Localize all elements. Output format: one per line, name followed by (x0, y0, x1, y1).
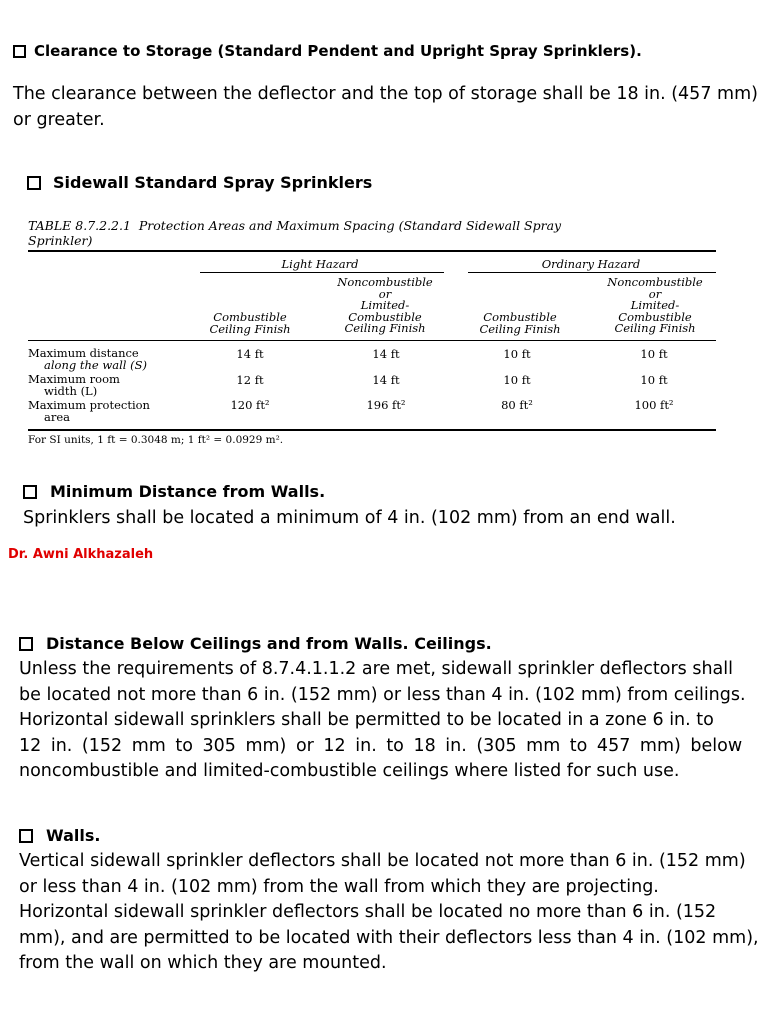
ceilings-line: 12 in. (152 mm to 305 mm) or 12 in. to 18 in. (305 mm to 457 mm) below (19, 735, 743, 756)
col-header-line: Combustible (483, 310, 557, 324)
row-label-line: Maximum distance (28, 346, 139, 360)
col-header-line: or (648, 286, 662, 301)
table-cell: 14 ft (236, 347, 264, 361)
checkbox-bullet-icon (19, 637, 33, 651)
clearance-line: The clearance between the deflector and the top of storage shall be 18 in. (457 mm) (13, 84, 758, 104)
row-label-line: Maximum room (28, 372, 120, 386)
walls-line: Horizontal sidewall sprinkler deflectors shall be located no more than 6 in. (152 (19, 902, 717, 923)
col-header-line: Limited- (360, 298, 410, 312)
col-header-line: Combustible (213, 310, 287, 324)
col-header-noncombustible-ordinary (590, 277, 720, 335)
col-header-line: Ceiling Finish (614, 321, 696, 335)
table-caption-number: TABLE 8.7.2.2.1 (28, 218, 131, 233)
table-caption (28, 218, 668, 248)
col-header-line: Combustible (618, 309, 692, 324)
row-label-line: along the wall (S) (44, 357, 147, 372)
col-header-line: Ceiling Finish (209, 321, 291, 336)
col-header-combustible-ordinary (460, 312, 580, 335)
table-cell: 80 ft² (501, 398, 533, 412)
checkbox-bullet-icon (27, 176, 41, 190)
walls-line: from the wall on which they are mounted. (19, 953, 387, 974)
walls-line: or less than 4 in. (102 mm) from the wall from which they are projecting. (19, 876, 659, 897)
col-header-line: Noncombustible (337, 275, 433, 289)
table-cell: 12 ft (236, 373, 264, 387)
table-cell: 10 ft (503, 373, 531, 387)
ordinary-hazard-rule (468, 272, 716, 273)
min-distance-heading-text: Minimum Distance from Walls. (50, 482, 326, 501)
ceilings-line: be located not more than 6 in. (152 mm) or less than 4 in. (102 mm) from ceilings. (19, 684, 746, 705)
checkbox-bullet-icon (13, 45, 26, 58)
table-cell: 120 ft² (230, 398, 270, 412)
table-row-label (28, 400, 150, 423)
ceilings-line: noncombustible and limited-combustible ceilings where listed for such use. (19, 761, 680, 782)
ceilings-line: Horizontal sidewall sprinklers shall be permitted to be located in a zone 6 in. to (19, 710, 714, 731)
min-distance-paragraph: Sprinklers shall be located a minimum of 4 in. (102 mm) from an end wall. (23, 508, 676, 528)
clearance-paragraph (13, 82, 758, 133)
checkbox-bullet-icon (19, 829, 33, 843)
sidewall-heading-text: Sidewall Standard Spray Sprinklers (53, 173, 373, 192)
table-cell: 14 ft (372, 347, 400, 361)
walls-paragraph (19, 849, 759, 977)
table-cell: 10 ft (503, 347, 531, 361)
col-header-line: Noncombustible (607, 275, 703, 289)
table-cell: 10 ft (640, 373, 668, 387)
ceilings-heading-text: Distance Below Ceilings and from Walls. Ceilings. (46, 634, 492, 653)
walls-heading-text: Walls. (46, 826, 101, 845)
table-caption-title: Protection Areas and Maximum Spacing (Standard Sidewall Spray (138, 218, 562, 233)
table-footnote: For SI units, 1 ft = 0.3048 m; 1 ft² = 0.0929 m². (28, 434, 284, 446)
row-label-line: Maximum protection (28, 398, 150, 412)
walls-line: Vertical sidewall sprinkler deflectors shall be located not more than 6 in. (152 mm) (19, 851, 746, 871)
clearance-heading-text: Clearance to Storage (Standard Pendent and Upright Spray Sprinklers). (34, 42, 642, 60)
table-bottom-rule (28, 429, 716, 431)
col-header-line: or (378, 286, 392, 301)
checkbox-bullet-icon (23, 485, 37, 499)
col-header-combustible-light (190, 312, 310, 335)
col-header-line: Ceiling Finish (344, 321, 426, 335)
light-hazard-rule (200, 272, 444, 273)
clearance-line: or greater. (13, 109, 105, 130)
col-header-noncombustible-light (320, 277, 450, 335)
ceilings-line: Unless the requirements of 8.7.4.1.1.2 are met, sidewall sprinkler deflectors shall (19, 659, 734, 679)
author-credit: Dr. Awni Alkhazaleh (8, 547, 154, 562)
table-row-label (28, 348, 147, 371)
min-distance-heading (23, 482, 325, 501)
col-header-line: Combustible (348, 309, 422, 324)
table-cell: 14 ft (372, 373, 400, 387)
ceilings-paragraph (19, 657, 746, 785)
light-hazard-header: Light Hazard (281, 257, 359, 271)
table-top-rule (28, 250, 716, 252)
sidewall-heading (27, 173, 372, 192)
clearance-heading (13, 42, 642, 60)
col-header-line: Ceiling Finish (479, 321, 561, 336)
table-cell: 196 ft² (366, 398, 406, 412)
col-header-line: Limited- (630, 298, 680, 312)
table-caption-title-cont: Sprinkler) (28, 233, 93, 248)
ceilings-heading (19, 634, 492, 653)
ordinary-hazard-header: Ordinary Hazard (541, 257, 641, 271)
walls-heading (19, 826, 100, 845)
table-row-label (28, 374, 120, 397)
row-label-line: width (L) (44, 383, 98, 398)
table-header-rule (28, 340, 716, 341)
walls-line: mm), and are permitted to be located with their deflectors less than 4 in. (102 mm), (19, 927, 759, 948)
table-cell: 100 ft² (634, 398, 674, 412)
row-label-line: area (44, 409, 71, 424)
table-cell: 10 ft (640, 347, 668, 361)
